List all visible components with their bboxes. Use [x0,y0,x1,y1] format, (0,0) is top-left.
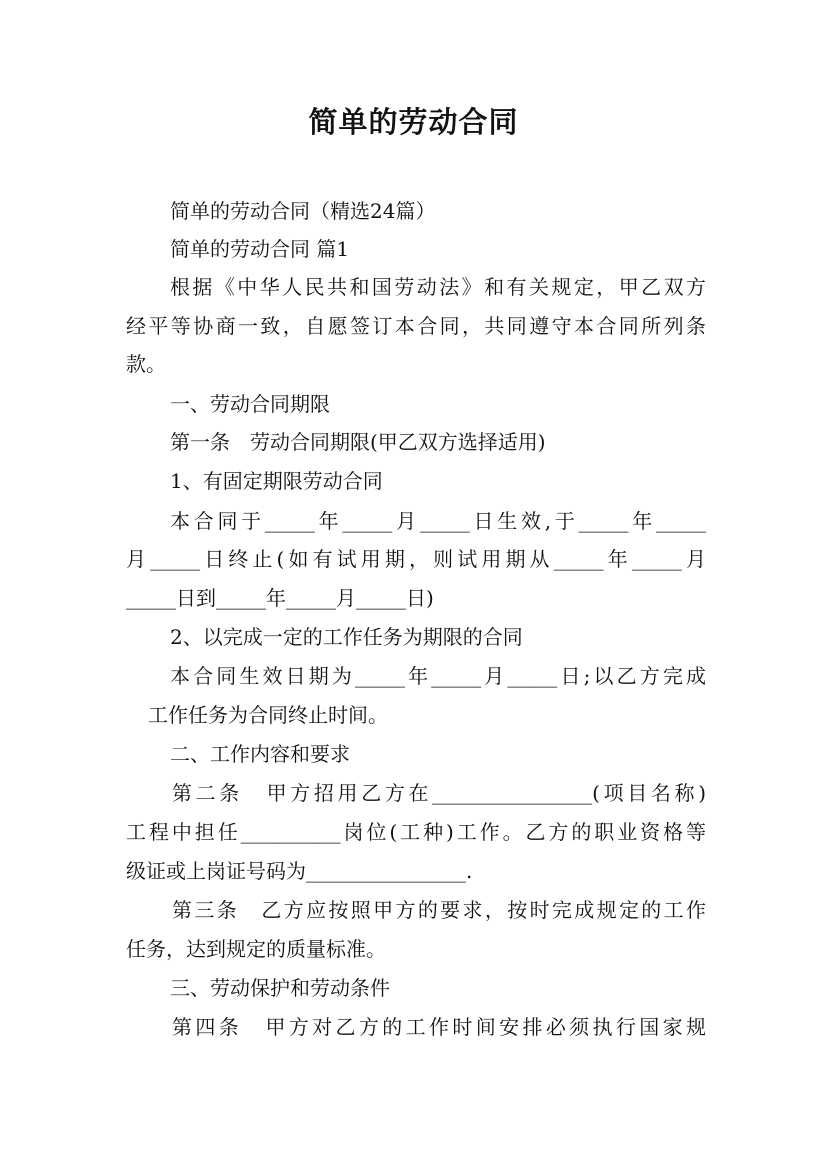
document-title: 简单的劳动合同 [308,105,519,139]
paragraph-line: 任务，达到规定的质量标准。 [126,937,386,961]
article-line: 第一条 劳动合同期限(甲乙双方选择适用) [170,430,546,454]
article-line: 第二条 甲方招用乙方在________________(项目名称) [172,781,706,805]
paragraph-line: 工作任务为合同终止时间。 [148,703,388,727]
subtitle-line: 简单的劳动合同（精选24篇） [170,199,436,223]
paragraph-line: 经平等协商一致，自愿签订本合同，共同遵守本合同所列条 [126,314,706,338]
section-heading: 简单的劳动合同 篇1 [170,237,350,261]
paragraph-line: 本合同于_____年_____月_____日生效,于_____年_____ [170,509,706,533]
article-line: 第四条 甲方对乙方的工作时间安排必须执行国家规 [172,1015,706,1039]
clause-heading: 1、有固定期限劳动合同 [170,469,383,493]
paragraph-line: 本合同生效日期为_____年_____月_____日;以乙方完成 [170,664,706,688]
paragraph-line: 月_____日终止(如有试用期，则试用期从_____年_____月 [126,547,706,571]
paragraph-line: 工程中担任__________岗位(工种)工作。乙方的职业资格等 [126,820,706,844]
paragraph-line: _____日到_____年_____月_____日) [126,586,434,610]
chapter-heading: 三、劳动保护和劳动条件 [170,976,390,1000]
paragraph-line: 根据《中华人民共和国劳动法》和有关规定，甲乙双方 [170,275,706,299]
clause-heading: 2、以完成一定的工作任务为期限的合同 [170,625,523,649]
paragraph-line: 款。 [126,352,166,376]
article-line: 第三条 乙方应按照甲方的要求，按时完成规定的工作 [172,898,706,922]
chapter-heading: 一、劳动合同期限 [170,392,330,416]
paragraph-line: 级证或上岗证号码为________________. [126,859,473,883]
chapter-heading: 二、工作内容和要求 [170,742,350,766]
